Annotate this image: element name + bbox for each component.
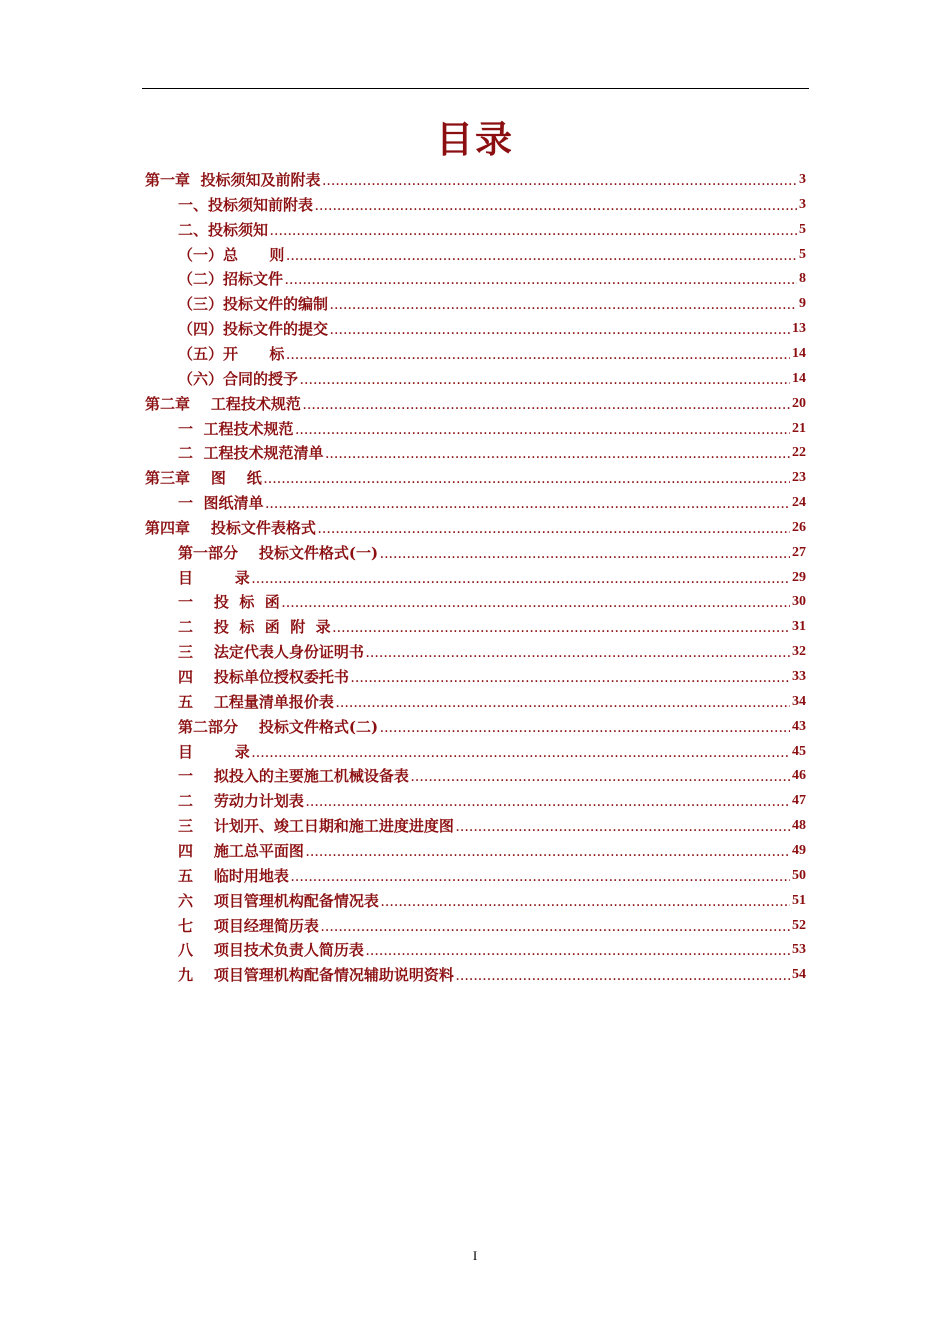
- toc-entry[interactable]: [178, 265, 806, 289]
- toc-entry-label: 九 项目管理机构配备情况辅助说明资料: [178, 966, 454, 985]
- toc-entry[interactable]: [178, 762, 806, 786]
- toc-entry[interactable]: [178, 489, 806, 513]
- toc-entry-page: 3: [799, 172, 806, 187]
- toc-entry-page: 14: [792, 345, 806, 361]
- toc-dot-leader: [336, 698, 790, 712]
- toc-entry-label: 五 临时用地表: [178, 866, 289, 885]
- toc-entry-label: （一）总 则: [178, 245, 285, 264]
- toc-dot-leader: [411, 772, 790, 786]
- toc-entry-page: 9: [799, 296, 806, 312]
- toc-entry-label: （四）投标文件的提交: [178, 320, 329, 339]
- toc-entry[interactable]: [178, 638, 806, 662]
- toc-entry-page: 48: [792, 818, 806, 834]
- toc-entry-label: 二 投 标 函 附 录: [178, 618, 331, 637]
- toc-dot-leader: [456, 971, 790, 985]
- toc-entry-label: 一 投 标 函: [178, 593, 280, 612]
- toc-entry-label: （六）合同的授予: [178, 369, 299, 388]
- toc-entry[interactable]: [178, 936, 806, 960]
- toc-entry-label: 七 项目经理简历表: [178, 916, 319, 935]
- toc-entry[interactable]: [145, 514, 806, 538]
- toc-entry[interactable]: [178, 738, 806, 762]
- header-rule: [142, 88, 809, 89]
- toc-entry-page: 50: [792, 867, 806, 883]
- toc-dot-leader: [315, 201, 797, 215]
- toc-entry[interactable]: [178, 191, 806, 215]
- toc-entry-page: 46: [792, 768, 806, 784]
- toc-entry-label: 二 工程技术规范清单: [178, 444, 324, 463]
- toc-entry-page: 53: [792, 942, 806, 958]
- page-title: 目录: [436, 118, 514, 161]
- toc-entry[interactable]: [178, 539, 806, 563]
- toc-entry-page: 49: [792, 842, 806, 858]
- toc-entry-label: 第一部分 投标文件格式(一): [178, 543, 379, 562]
- toc-entry-page: 51: [792, 892, 806, 908]
- toc-entry[interactable]: [178, 564, 806, 588]
- toc-entry[interactable]: [178, 439, 806, 463]
- toc-entry-label: （三）投标文件的编制: [178, 295, 329, 314]
- toc-entry-page: 27: [792, 544, 806, 560]
- toc-entry-label: 第四章 投标文件表格式: [145, 518, 316, 537]
- toc-dot-leader: [286, 350, 790, 364]
- toc-dot-leader: [321, 922, 790, 936]
- toc-entry-page: 5: [799, 246, 806, 262]
- toc-entry-page: 3: [799, 196, 806, 212]
- toc-entry[interactable]: [178, 812, 806, 836]
- toc-dot-leader: [333, 623, 790, 637]
- toc-dot-leader: [295, 425, 790, 439]
- toc-dot-leader: [380, 549, 790, 563]
- toc-dot-leader: [300, 375, 790, 389]
- toc-entry-page: 13: [792, 321, 806, 337]
- toc-entry[interactable]: [178, 241, 806, 265]
- toc-entry-page: 20: [792, 395, 806, 411]
- toc-entry-page: 23: [792, 470, 806, 486]
- toc-entry[interactable]: [178, 837, 806, 861]
- toc-entry-label: （五）开 标: [178, 344, 285, 363]
- toc-entry[interactable]: [178, 340, 806, 364]
- toc-entry-label: 一 拟投入的主要施工机械设备表: [178, 767, 409, 786]
- toc-entry-page: 14: [792, 370, 806, 386]
- toc-entry-page: 8: [799, 271, 806, 287]
- toc-dot-leader: [380, 723, 790, 737]
- toc-dot-leader: [291, 872, 790, 886]
- toc-dot-leader: [351, 673, 790, 687]
- toc-entry-label: 目 录: [178, 742, 250, 761]
- toc-entry[interactable]: [145, 464, 806, 488]
- toc-entry[interactable]: [178, 663, 806, 687]
- toc-entry[interactable]: [178, 713, 806, 737]
- toc-entry-page: 54: [792, 967, 806, 983]
- toc-entry-page: 24: [792, 495, 806, 511]
- toc-entry-page: 22: [792, 445, 806, 461]
- toc-dot-leader: [325, 449, 790, 463]
- toc-entry[interactable]: [178, 415, 806, 439]
- toc-dot-leader: [286, 251, 797, 265]
- toc-dot-leader: [252, 574, 790, 588]
- toc-entry-label: 第二章 工程技术规范: [145, 394, 301, 413]
- toc-dot-leader: [366, 648, 790, 662]
- toc-entry-label: 五 工程量清单报价表: [178, 692, 334, 711]
- toc-entry-label: 第一章 投标须知及前附表: [145, 171, 321, 189]
- toc-entry[interactable]: [178, 961, 806, 985]
- toc-entry-label: 三 法定代表人身份证明书: [178, 643, 364, 662]
- toc-entry[interactable]: [145, 166, 806, 190]
- toc-entry-page: 31: [792, 619, 806, 635]
- toc-entry-page: 30: [792, 594, 806, 610]
- toc-entry[interactable]: [178, 613, 806, 637]
- toc-entry-label: （二）招标文件: [178, 270, 284, 289]
- toc-entry[interactable]: [178, 290, 806, 314]
- toc-entry-page: 47: [792, 793, 806, 809]
- toc-dot-leader: [282, 598, 790, 612]
- toc-entry-page: 33: [792, 669, 806, 684]
- toc-entry-page: 34: [792, 693, 806, 709]
- toc-entry-label: 四 施工总平面图: [178, 841, 304, 860]
- toc-entry-label: 二、投标须知: [178, 220, 269, 239]
- toc-entry-label: 第三章 图 纸: [145, 469, 262, 488]
- toc-dot-leader: [270, 226, 797, 240]
- page-number: I: [472, 1248, 478, 1263]
- toc-entry-label: 一 工程技术规范: [178, 419, 294, 438]
- toc-entry[interactable]: [178, 216, 806, 240]
- toc-dot-leader: [330, 300, 797, 314]
- toc-entry-page: 5: [799, 221, 806, 237]
- toc-entry-label: 第二部分 投标文件格式(二): [178, 717, 379, 736]
- toc-entry-label: 一、投标须知前附表: [178, 195, 314, 214]
- toc-dot-leader: [252, 748, 790, 762]
- toc-entry[interactable]: [178, 365, 806, 389]
- toc-dot-leader: [330, 325, 790, 339]
- toc-dot-leader: [306, 797, 790, 811]
- toc-dot-leader: [303, 400, 790, 414]
- toc-entry-page: 26: [792, 519, 806, 535]
- toc-entry[interactable]: [145, 390, 806, 414]
- toc-entry[interactable]: [178, 688, 806, 712]
- toc-dot-leader: [285, 275, 797, 289]
- toc-entry-label: 目 录: [178, 568, 250, 587]
- toc-dot-leader: [366, 946, 790, 960]
- toc-dot-leader: [318, 524, 790, 538]
- toc-entry-page: 43: [792, 718, 806, 734]
- toc-entry-page: 29: [792, 569, 806, 585]
- toc-entry[interactable]: [178, 588, 806, 612]
- toc-entry[interactable]: [178, 887, 806, 911]
- toc-entry-label: 三 计划开、竣工日期和施工进度进度图: [178, 817, 454, 836]
- toc-entry-label: 六 项目管理机构配备情况表: [178, 891, 379, 910]
- toc-entry-page: 21: [792, 420, 806, 436]
- toc-entry[interactable]: [178, 315, 806, 339]
- toc-entry-label: 一 图纸清单: [178, 494, 264, 513]
- toc-dot-leader: [322, 176, 797, 190]
- toc-entry-page: 45: [792, 743, 806, 759]
- toc-dot-leader: [381, 897, 790, 911]
- toc-entry-label: 四 投标单位授权委托书: [178, 668, 349, 686]
- toc-entry[interactable]: [178, 787, 806, 811]
- toc-entry[interactable]: [178, 912, 806, 936]
- toc-dot-leader: [264, 474, 790, 488]
- toc-dot-leader: [456, 822, 790, 836]
- toc-dot-leader: [306, 847, 790, 861]
- toc-entry-label: 八 项目技术负责人简历表: [178, 941, 364, 960]
- toc-entry-page: 32: [792, 644, 806, 660]
- toc-entry-page: 52: [792, 917, 806, 933]
- toc-dot-leader: [265, 499, 790, 513]
- toc-entry[interactable]: [178, 862, 806, 886]
- toc-entry-label: 二 劳动力计划表: [178, 792, 304, 811]
